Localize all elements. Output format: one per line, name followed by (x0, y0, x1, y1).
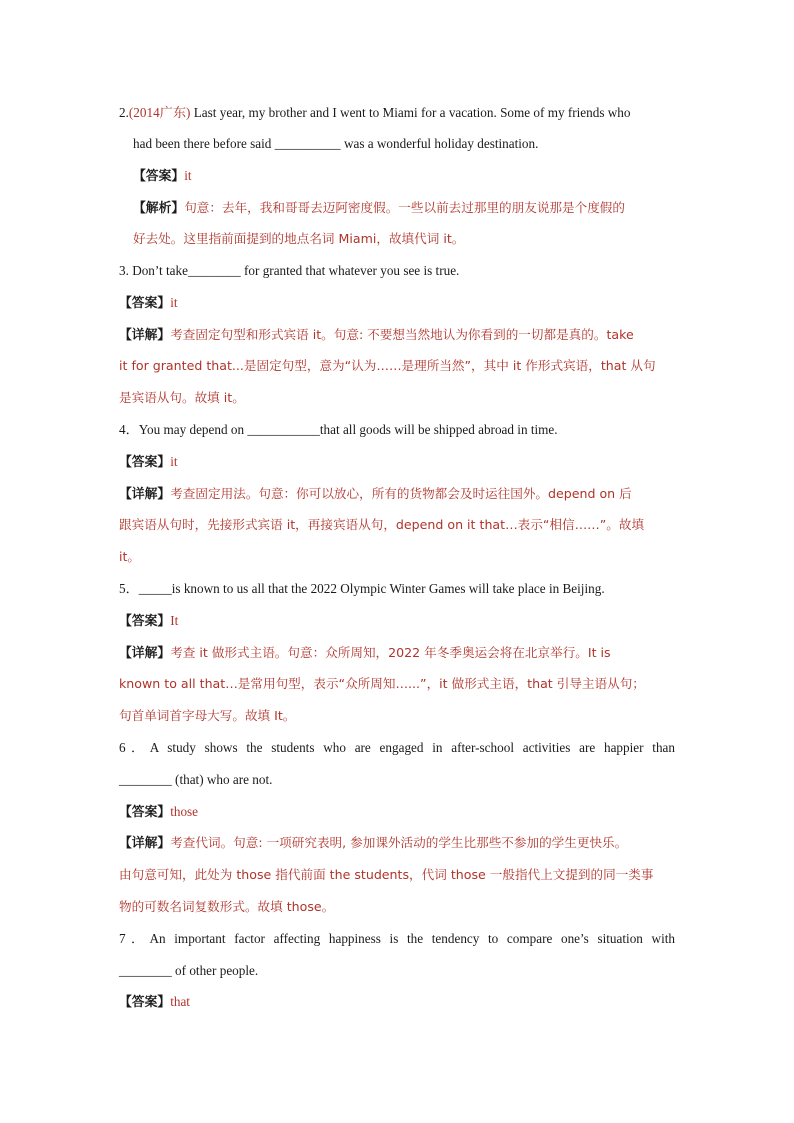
detail-tag: 【详解】 (119, 836, 171, 851)
q6-text: 6．A study shows the students who are engaged in after-school activities are happier than (119, 740, 675, 755)
answer-value: those (170, 804, 199, 819)
q5-detail-line1 (119, 643, 675, 664)
detail-text: 句首单词首字母大写。故填 It。 (119, 708, 296, 723)
detail-text: 由句意可知，此处为 those 指代前面 the students，代词 those 一般指代上文提到的同一类事 (119, 867, 654, 882)
q7-line2 (119, 961, 675, 981)
q5-answer (119, 611, 675, 632)
q3-detail-line2 (119, 356, 675, 376)
q3-answer (119, 293, 675, 314)
q4-line1 (119, 420, 675, 440)
detail-text: 是宾语从句。故填 it。 (119, 390, 245, 405)
q4-detail-line2 (119, 515, 675, 535)
answer-value: it (184, 168, 192, 183)
q3-line1 (119, 261, 675, 281)
detail-text: 考查代词。句意: 一项研究表明, 参加课外活动的学生比那些不参加的学生更快乐。 (170, 835, 628, 850)
detail-text: 考查 it 做形式主语。句意：众所周知，2022 年冬季奥运会将在北京举行。It is (170, 645, 611, 660)
answer-tag: 【答案】 (119, 805, 171, 820)
answer-blank: __________ (274, 136, 341, 151)
detail-text: 考查固定句型和形式宾语 it。句意: 不要想当然地认为你看到的一切都是真的。take (170, 327, 634, 342)
q5-detail-line3 (119, 706, 675, 726)
q5-number: 5． (119, 581, 139, 596)
answer-value: it (170, 454, 178, 469)
answer-blank: _____ (138, 581, 172, 596)
explain-tag: 【解析】 (133, 201, 185, 216)
q3-text-pre: 3. Don’t take (119, 263, 188, 278)
q2-number: 2. (119, 105, 129, 120)
detail-tag: 【详解】 (119, 646, 171, 661)
q4-text-post: that all goods will be shipped abroad in time. (319, 422, 558, 437)
q4-detail-line1 (119, 484, 675, 505)
q6-answer (119, 802, 675, 823)
detail-text: 物的可数名词复数形式。故填 those。 (119, 899, 335, 914)
answer-tag: 【答案】 (119, 296, 171, 311)
q2-source: (2014广东) (128, 105, 191, 120)
q5-line1 (119, 579, 675, 599)
answer-value: It (170, 613, 179, 628)
q6-text-post: (that) who are not. (171, 772, 273, 787)
detail-tag: 【详解】 (119, 487, 171, 502)
detail-tag: 【详解】 (119, 328, 171, 343)
explain-text: 句意：去年，我和哥哥去迈阿密度假。一些以前去过那里的朋友说那是个度假的 (184, 200, 625, 215)
q2-answer (133, 166, 675, 187)
q3-text-post: for granted that whatever you see is true. (240, 263, 460, 278)
q7-answer (119, 992, 675, 1013)
detail-text: known to all that…是常用句型，表示“众所周知…...”，it 做形式主语，that 引导主语从句； (119, 676, 645, 691)
explain-text: 好去处。这里指前面提到的地点名词 Miami，故填代词 it。 (133, 231, 465, 246)
q6-line1 (119, 738, 675, 758)
q2-line2 (133, 134, 675, 154)
detail-text: 考查固定用法。句意：你可以放心，所有的货物都会及时运往国外。depend on 后 (170, 486, 632, 501)
answer-blank: ________ (119, 772, 172, 787)
q2-line2-post: was a wonderful holiday destination. (340, 136, 539, 151)
detail-text: it for granted that...是固定句型，意为“认为……是理所当然”，其中 it 作形式宾语，that 从句 (119, 358, 656, 373)
q6-detail-line1 (119, 833, 675, 854)
q2-explain-line2 (133, 229, 675, 249)
answer-tag: 【答案】 (119, 455, 171, 470)
q5-detail-line2 (119, 674, 675, 694)
detail-text: it。 (119, 549, 141, 564)
q6-detail-line3 (119, 897, 675, 917)
q7-line1 (119, 929, 675, 949)
q4-detail-line3 (119, 547, 675, 567)
q4-text-pre: 4．You may depend on (119, 422, 248, 437)
q2-line1 (119, 103, 675, 123)
q5-text: is known to us all that the 2022 Olympic Winter Games will take place in Beijing. (171, 581, 605, 596)
q7-text: 7．An important factor affecting happiness is the tendency to compare one’s situation with (119, 931, 675, 946)
answer-value: that (170, 994, 190, 1009)
q2-line2-pre: had been there before said (133, 136, 275, 151)
answer-value: it (170, 295, 178, 310)
q7-text-post: of other people. (171, 963, 259, 978)
answer-tag: 【答案】 (133, 169, 185, 184)
answer-blank: ___________ (247, 422, 320, 437)
q6-detail-line2 (119, 865, 675, 885)
answer-tag: 【答案】 (119, 614, 171, 629)
q2-explain-line1 (133, 198, 675, 219)
q6-line2 (119, 770, 675, 790)
q2-text: Last year, my brother and I went to Miami for a vacation. Some of my friends who (190, 105, 631, 120)
detail-text: 跟宾语从句时，先接形式宾语 it，再接宾语从句，depend on it that…表示“相信……”。故填 (119, 517, 645, 532)
q4-answer (119, 452, 675, 473)
q3-detail-line3 (119, 388, 675, 408)
answer-tag: 【答案】 (119, 995, 171, 1010)
answer-blank: ________ (187, 263, 241, 278)
answer-blank: ________ (119, 963, 172, 978)
q3-detail-line1 (119, 325, 675, 346)
